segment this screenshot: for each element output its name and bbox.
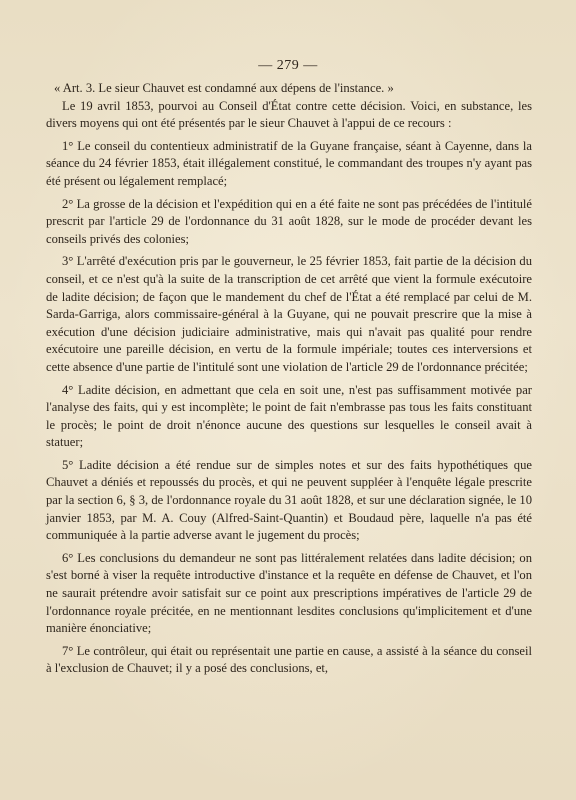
paragraph-moyen-1: 1° Le conseil du contentieux administratif de la Guyane française, séant à Cayenne, dans la séance du 24 février 1853, était illégalement constitué, le commandant des troupes n'y ayant pas été présent ou légalement remplacé;: [46, 138, 532, 188]
article-paragraph: « Art. 3. Le sieur Chauvet est condamné aux dépens de l'instance. »: [54, 81, 394, 95]
paragraph-moyen-5: 5° Ladite décision a été rendue sur de simples notes et sur des faits hypothétiques que Chauvet a déniés et repoussés du procès, et qui ne peuvent suppléer à l'enquête légale prescrite par la section 6, § 3, de l'ordonnance royale du 31 août 1828, et sur une déclaration signée, le 10 janvier 1853, par M. A. Couy (Alfred-Saint-Quantin) et Boudaud père, laquelle n'a pas été communiquée à la partie adverse avant le jugement du procès;: [46, 457, 532, 543]
paragraph-moyen-2: 2° La grosse de la décision et l'expédition qui en a été faite ne sont pas précédées de l'intitulé prescrit par l'article 29 de l'ordonnance du 31 août 1828, sur le mode de procéder devant les conseils privés des colonies;: [46, 196, 532, 246]
paragraph-moyen-4: 4° Ladite décision, en admettant que cela en soit une, n'est pas suffisamment motivée par l'analyse des faits, qui y est incomplète; le point de fait n'embrasse pas tous les faits constituant le procès; le point de droit n'énonce aucune des questions sur lesquelles le conseil avait à statuer;: [46, 382, 532, 450]
paragraph-moyen-7: 7° Le contrôleur, qui était ou représentait une partie en cause, a assisté à la séance du conseil à l'exclusion de Chauvet; il y a posé des conclusions, et,: [46, 643, 532, 676]
body-text: [46, 80, 532, 678]
paragraph-moyen-3: 3° L'arrêté d'exécution pris par le gouverneur, le 25 février 1853, fait partie de la décision du conseil, et ce n'est qu'à la suite de la transcription de cet arrêté que vient la formule exécutoire de ladite décision; de façon que le mandement du chef de l'État a été remplacé par celui de M. Sarda-Garriga, alors commissaire-général à la Guyane, qui ne pouvait prescrire que la mise à exécution d'une décision judiciaire administrative, mais qui n'avait pas qualité pour rendre exécutoire une pareille décision, en vertu de la formule impériale; toutes ces interversions et cette absence d'une partie de l'intitulé sont une violation de l'article 29 de l'ordonnance précitée;: [46, 254, 532, 374]
paragraph-pourvoi: Le 19 avril 1853, pourvoi au Conseil d'État contre cette décision. Voici, en substance, les divers moyens qui ont été présentés par le sieur Chauvet à l'appui de ce recours :: [46, 98, 532, 131]
paragraph-moyen-6: 6° Les conclusions du demandeur ne sont pas littéralement relatées dans ladite décision; on s'est borné à viser la requête introductive d'instance et la requête en défense de Chauvet, et l'on ne saurait prétendre avoir satisfait sur ce point aux prescriptions impératives de l'article 29 de l'ordonnance royale précitée, en ne mentionnant lesdites conclusions qu'implicitement et d'une manière énonciative;: [46, 550, 532, 636]
page-number: — 279 —: [258, 58, 318, 73]
